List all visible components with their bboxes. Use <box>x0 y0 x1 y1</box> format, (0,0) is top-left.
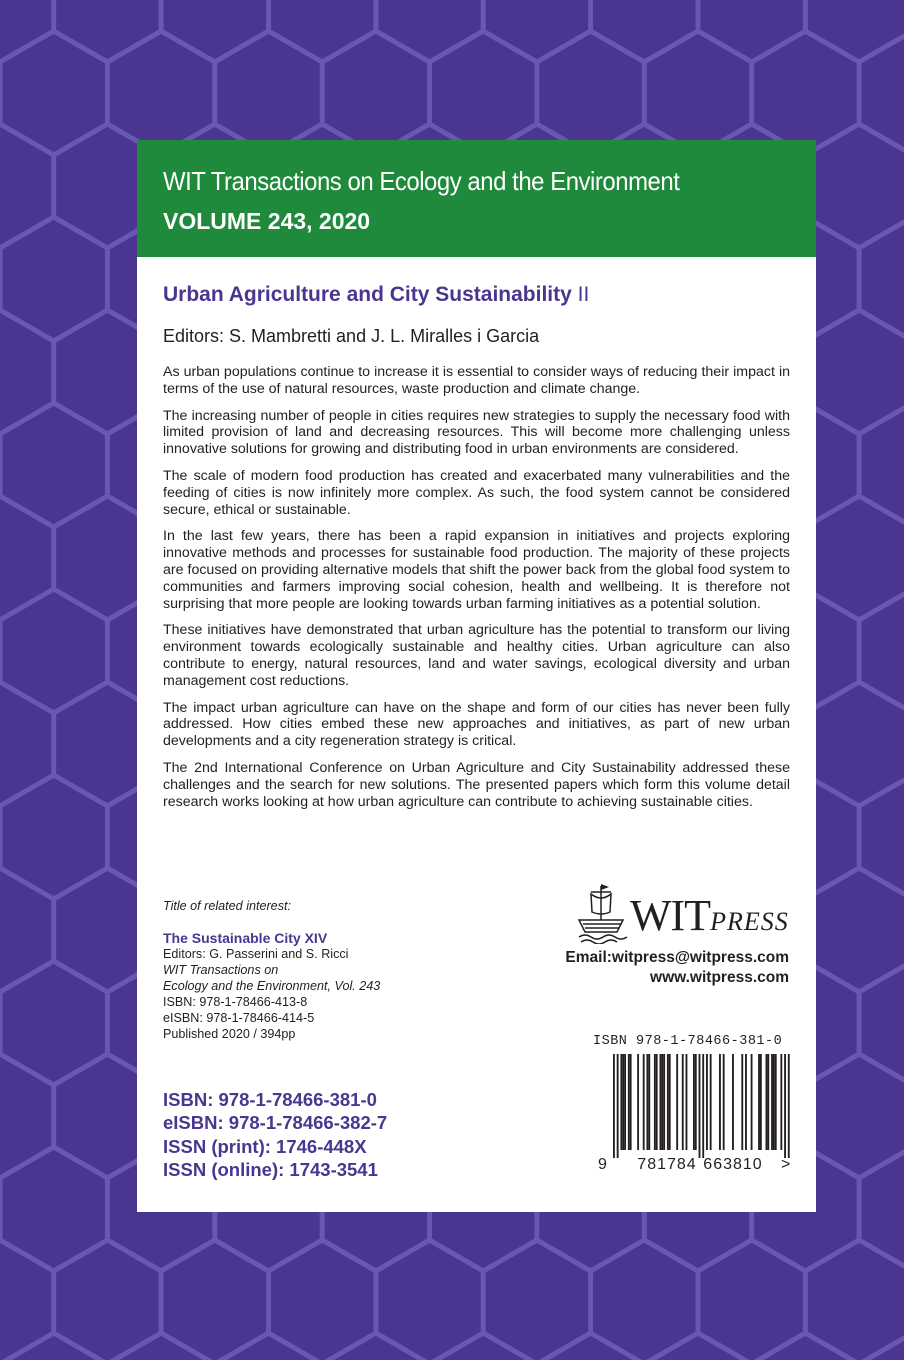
barcode-isbn-label: ISBN 978-1-78466-381-0 <box>593 1034 783 1049</box>
description-paragraph: The 2nd International Conference on Urban Agriculture and City Sustainability addressed these challenges and the search for new solutions. The presented papers which form this volume detail research works looking at how urban agriculture can contribute to achieving sustainable cities. <box>163 759 790 810</box>
barcode-bar <box>682 1054 684 1150</box>
related-isbn: ISBN: 978-1-78466-413-8 <box>163 995 308 1009</box>
barcode-bar <box>676 1054 678 1150</box>
wit-press-wordmark <box>630 890 789 941</box>
barcode-bar <box>719 1054 721 1150</box>
barcode-bar <box>771 1054 773 1150</box>
isbn-barcode <box>593 1052 793 1172</box>
barcode-bar <box>773 1054 775 1150</box>
issn-print: ISSN (print): 1746-448X <box>163 1135 367 1157</box>
description-paragraph: In the last few years, there has been a rapid expansion in initiatives and projects exploring innovative methods and processes for sustainable food production. The majority of these projects are focused on providing alternative models that shift the power back from the global food system to communities and farmers improving social cohesion, health and wellbeing. It is therefore not surprising that more people are looking towards urban farming initiatives as a potential solution. <box>163 528 790 612</box>
description-paragraph: The scale of modern food production has created and exacerbated many vulnerabilities and the feeding of cities is now infinitely more complex. As such, the food system cannot be considered secure, ethical or sustainable. <box>163 467 790 518</box>
barcode-bar <box>784 1054 786 1158</box>
barcode-bar <box>628 1054 630 1150</box>
barcode-bar <box>751 1054 753 1150</box>
related-series-line: WIT Transactions on <box>163 963 279 977</box>
barcode-bar <box>667 1054 669 1150</box>
barcode-bar <box>699 1054 701 1158</box>
barcode-bar <box>613 1054 615 1158</box>
barcode-bar <box>663 1054 665 1150</box>
barcode-bar <box>620 1054 622 1150</box>
barcode-bar <box>624 1054 626 1150</box>
barcode-bar <box>695 1054 697 1150</box>
isbn: ISBN: 978-1-78466-381-0 <box>163 1089 377 1110</box>
description-paragraph: These initiatives have demonstrated that urban agriculture has the potential to transform our living environment towards ecologically sustainable and healthy cities. Urban agriculture can also contribute to energy, natural resources, land and water savings, ecological diversity and urban management cost reductions. <box>163 622 790 689</box>
logo-wit: WIT <box>630 891 711 940</box>
book-editors: Editors: S. Mambretti and J. L. Miralles i Garcia <box>163 326 540 346</box>
barcode-bar <box>622 1054 624 1150</box>
related-book-title: The Sustainable City XIV <box>163 930 328 946</box>
book-title-main: Urban Agriculture and City Sustainability <box>163 283 572 306</box>
barcode-bar <box>732 1054 734 1150</box>
description-paragraph: As urban populations continue to increase it is essential to consider ways of reducing their impact in terms of the use of natural resources, waste production and climate change. <box>163 364 790 397</box>
barcode-bar <box>643 1054 645 1150</box>
barcode-bar <box>760 1054 762 1150</box>
barcode-bar <box>648 1054 650 1150</box>
logo-press: PRESS <box>710 907 789 936</box>
ship-icon <box>577 882 629 944</box>
barcode-bar <box>710 1054 712 1150</box>
related-eisbn: eISBN: 978-1-78466-414-5 <box>163 1011 315 1025</box>
barcode-right-digits: 663810 <box>703 1156 763 1172</box>
barcode-bar <box>745 1054 747 1150</box>
series-header-band <box>137 140 816 257</box>
barcode-bar <box>686 1054 688 1150</box>
description-paragraph: The impact urban agriculture can have on the shape and form of our cities has never been fully addressed. How cities embed these new approaches and initiatives, as part of new urban developments and a city regeneration strategy is critical. <box>163 699 790 750</box>
book-title <box>163 283 589 307</box>
back-cover-panel <box>137 140 816 1212</box>
issn-online: ISSN (online): 1743-3541 <box>163 1158 378 1180</box>
related-title-block <box>163 898 463 1042</box>
related-published: Published 2020 / 394pp <box>163 1027 296 1041</box>
series-title: WIT Transactions on Ecology and the Environment <box>163 166 680 196</box>
barcode-bar <box>766 1054 768 1150</box>
barcode-bar <box>656 1054 658 1150</box>
barcode-bar <box>646 1054 648 1150</box>
description-text <box>163 364 790 820</box>
barcode-bar <box>660 1054 662 1150</box>
eisbn: eISBN: 978-1-78466-382-7 <box>163 1112 388 1134</box>
barcode-bar <box>669 1054 671 1150</box>
barcode-bar <box>741 1054 743 1150</box>
barcode-bar <box>661 1054 663 1150</box>
barcode-bar <box>767 1054 769 1150</box>
barcode-bar <box>630 1054 632 1150</box>
book-title-roman: II <box>577 283 590 306</box>
publisher-contact <box>565 948 789 988</box>
publisher-email: Email:witpress@witpress.com <box>565 949 789 966</box>
volume-label: VOLUME 243, 2020 <box>163 208 371 234</box>
barcode-bar <box>654 1054 656 1150</box>
barcode-bar <box>723 1054 725 1150</box>
related-heading: Title of related interest: <box>163 899 291 913</box>
barcode-bar <box>693 1054 695 1150</box>
description-paragraph: The increasing number of people in cities requires new strategies to supply the necessary food with limited provision of land and decreasing resources. This will become more challenging unless innovative solutions for growing and distributing food in urban environments are considered. <box>163 407 790 458</box>
barcode-bar <box>637 1054 639 1150</box>
barcode-bar <box>780 1054 782 1150</box>
barcode-left-digits: 781784 <box>637 1156 697 1172</box>
barcode-bar <box>788 1054 790 1158</box>
wit-press-logo <box>577 880 792 950</box>
related-series-line: Ecology and the Environment, Vol. 243 <box>163 979 381 993</box>
book-identifiers <box>163 1088 387 1181</box>
barcode-bar <box>706 1054 708 1150</box>
barcode-bar <box>758 1054 760 1150</box>
barcode-bar <box>702 1054 704 1158</box>
barcode-quiet-mark: > <box>781 1156 791 1172</box>
barcode-bar <box>617 1054 619 1158</box>
barcode-bar <box>775 1054 777 1150</box>
related-editors: Editors: G. Passerini and S. Ricci <box>163 947 349 961</box>
publisher-website: www.witpress.com <box>650 969 789 986</box>
barcode-first-digit: 9 <box>598 1156 607 1172</box>
